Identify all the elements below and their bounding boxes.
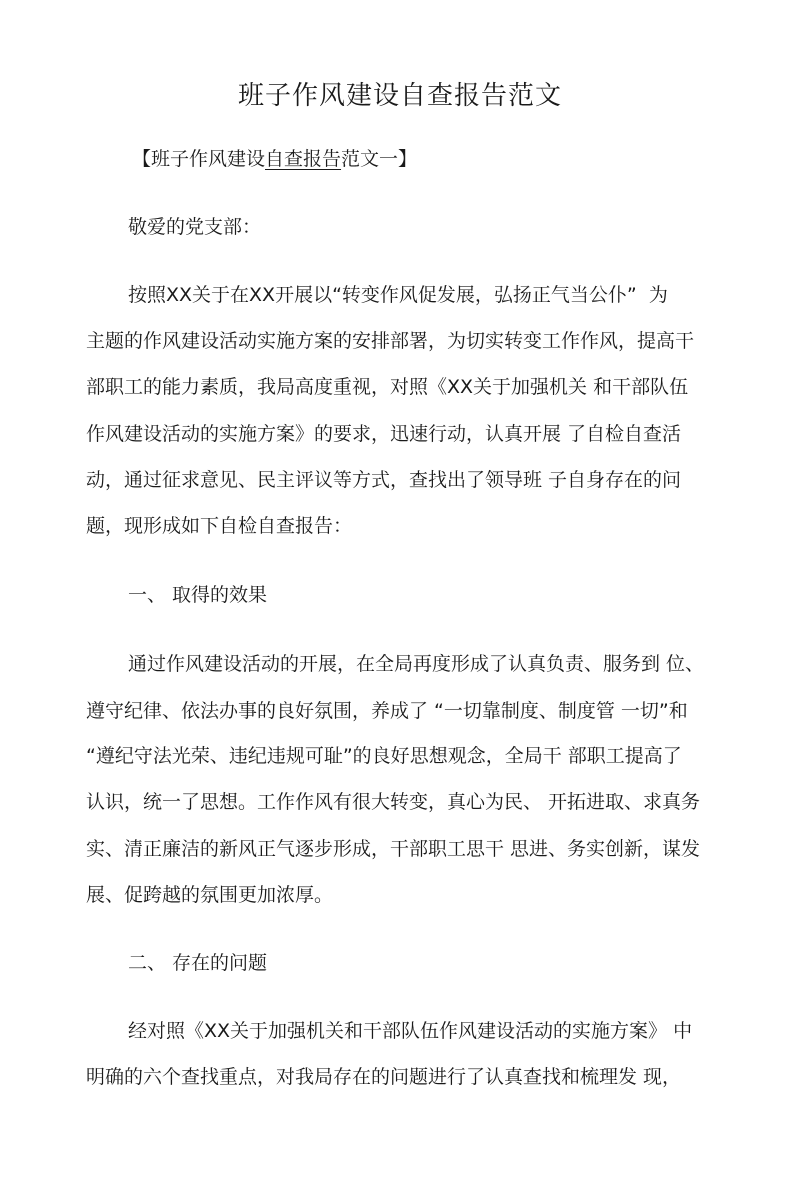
paragraph-1-line: 题，现形成如下自检自查报告：: [86, 515, 353, 537]
paragraph-1-line: 按照XX关于在XX开展以“转变作风促发展，弘扬正气当公仆” 为: [128, 284, 668, 306]
paragraph-2-line: 认识，统一了思想。工作作风有很大转变，真心为民、 开拓进取、求真务: [86, 791, 701, 813]
paragraph-2-line: 通过作风建设活动的开展，在全局再度形成了认真负责、服务到 位、: [128, 653, 705, 675]
paragraph-3-line: 经对照《XX关于加强机关和干部队伍作风建设活动的实施方案》 中: [128, 1020, 693, 1042]
salutation: 敬爱的党支部：: [128, 216, 262, 238]
paragraph-2-line: 展、促跨越的氛围更加浓厚。: [86, 884, 334, 906]
paragraph-1-line: 动，通过征求意见、民主评议等方式，查找出了领导班 子自身存在的问: [86, 469, 682, 491]
subheading-underlined-text: 自查报告: [265, 148, 342, 170]
paragraph-2-line: “遵纪守法光荣、违纪违规可耻”的良好思想观念，全局干 部职工提高了: [86, 745, 682, 767]
paragraph-1-line: 部职工的能力素质，我局高度重视，对照《XX关于加强机关 和干部队伍: [86, 376, 689, 398]
subheading: [132, 144, 417, 174]
subheading-suffix: 范文一】: [341, 148, 418, 170]
paragraph-2-line: 实、清正廉洁的新风正气逐步形成，干部职工思干 思进、务实创新，谋发: [86, 838, 701, 860]
paragraph-2-line: 遵守纪律、依法办事的良好氛围，养成了 “一切靠制度、制度管 一切”和: [86, 700, 688, 722]
paragraph-1-line: 作风建设活动的实施方案》的要求，迅速行动，认真开展 了自检自查活: [86, 423, 682, 445]
document-title: 班子作风建设自查报告范文: [237, 81, 562, 111]
section-1-heading: 一、 取得的效果: [128, 584, 268, 606]
section-2-heading: 二、 存在的问题: [128, 952, 268, 974]
paragraph-3-line: 明确的六个查找重点，对我局存在的问题进行了认真查找和梳理发 现，: [86, 1066, 682, 1088]
subheading-prefix: 【班子作风建设: [132, 148, 266, 170]
paragraph-1-line: 主题的作风建设活动实施方案的安排部署，为切实转变工作作风，提高干: [86, 330, 695, 352]
